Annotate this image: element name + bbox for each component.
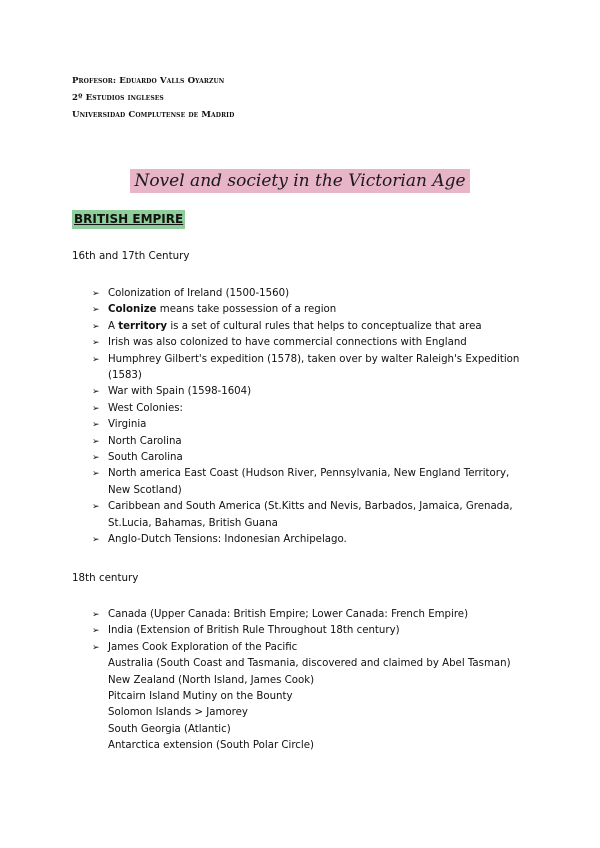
list-item: ➢ War with Spain (1598-1604) [92, 384, 532, 400]
list-item: Pitcairn Island Mutiny on the Bounty [108, 691, 293, 703]
arrow-bullet-icon: ➢ [92, 338, 100, 349]
list-item: ➢ Colonization of Ireland (1500-1560) [92, 286, 532, 302]
list-item: ➢ Caribbean and South America (St.Kitts and Nevis, Barbados, Jamaica, Grenada, St.Lucia, Bahamas, British Guana [92, 501, 513, 529]
list-item: ➢ Humphrey Gilbert's expedition (1578), taken over by walter Raleigh's Expedition (1583) [92, 353, 520, 382]
arrow-bullet-icon: ➢ [92, 469, 100, 480]
subheading-16th-17th-century: 16th and 17th Century [72, 250, 190, 262]
arrow-bullet-icon: ➢ [92, 305, 100, 316]
arrow-bullet-icon: ➢ [92, 642, 100, 653]
list-item: ➢ West Colonies: [92, 401, 532, 417]
list-item: ➢ Colonize means take possession of a region [92, 302, 532, 318]
arrow-bullet-icon: ➢ [92, 626, 100, 637]
keyword-colonize: Colonize [108, 304, 157, 316]
arrow-bullet-icon: ➢ [92, 403, 100, 414]
arrow-bullet-icon: ➢ [92, 321, 100, 332]
list-item: ➢ James Cook Exploration of the Pacific [92, 640, 532, 656]
arrow-bullet-icon: ➢ [92, 535, 100, 546]
list-18th-century [92, 607, 532, 755]
list-item: New Zealand (North Island, James Cook) [108, 674, 315, 686]
section-heading-british-empire: BRITISH EMPIRE [72, 210, 185, 229]
subheading-18th-century: 18th century [72, 572, 139, 584]
arrow-bullet-icon: ➢ [92, 453, 100, 464]
list-item: ➢ Canada (Upper Canada: British Empire; Lower Canada: French Empire) [92, 607, 532, 623]
arrow-bullet-icon: ➢ [92, 610, 100, 620]
header-university: Universidad Complutense de Madrid [72, 110, 235, 120]
arrow-bullet-icon: ➢ [92, 436, 100, 447]
list-item: ➢ South Carolina [92, 450, 532, 466]
header-course: 2º Estudios ingleses [72, 93, 164, 103]
keyword-territory: territory [118, 320, 168, 332]
list-item: ➢ North america East Coast (Hudson River, Pennsylvania, New England Territory, New Scotland) [92, 468, 510, 496]
list-item: ➢ Virginia [92, 417, 532, 433]
list-item: ➢ Anglo-Dutch Tensions: Indonesian Archipelago. [92, 532, 532, 548]
title-wrapper [0, 169, 600, 193]
list-item: Australia (South Coast and Tasmania, discovered and claimed by Abel Tasman) [108, 658, 511, 670]
list-item: Solomon Islands > Jamorey [108, 707, 248, 719]
author-header [72, 73, 234, 124]
list-item: ➢ Irish was also colonized to have commercial connections with England [92, 335, 532, 351]
header-professor: Profesor: Eduardo Valls Oyarzun [72, 76, 225, 86]
list-item: ➢ A territory is a set of cultural rules that helps to conceptualize that area [92, 319, 532, 335]
arrow-bullet-icon: ➢ [92, 420, 100, 431]
document-title: Novel and society in the Victorian Age [130, 169, 469, 193]
arrow-bullet-icon: ➢ [92, 289, 100, 299]
list-16th-17th-century [92, 286, 532, 549]
arrow-bullet-icon: ➢ [92, 502, 100, 513]
arrow-bullet-icon: ➢ [92, 354, 100, 365]
list-item: Antarctica extension (South Polar Circle) [108, 740, 314, 752]
list-item: ➢ India (Extension of British Rule Throughout 18th century) [92, 623, 532, 639]
list-item: South Georgia (Atlantic) [108, 723, 231, 735]
list-item: ➢ North Carolina [92, 434, 532, 450]
arrow-bullet-icon: ➢ [92, 387, 100, 398]
